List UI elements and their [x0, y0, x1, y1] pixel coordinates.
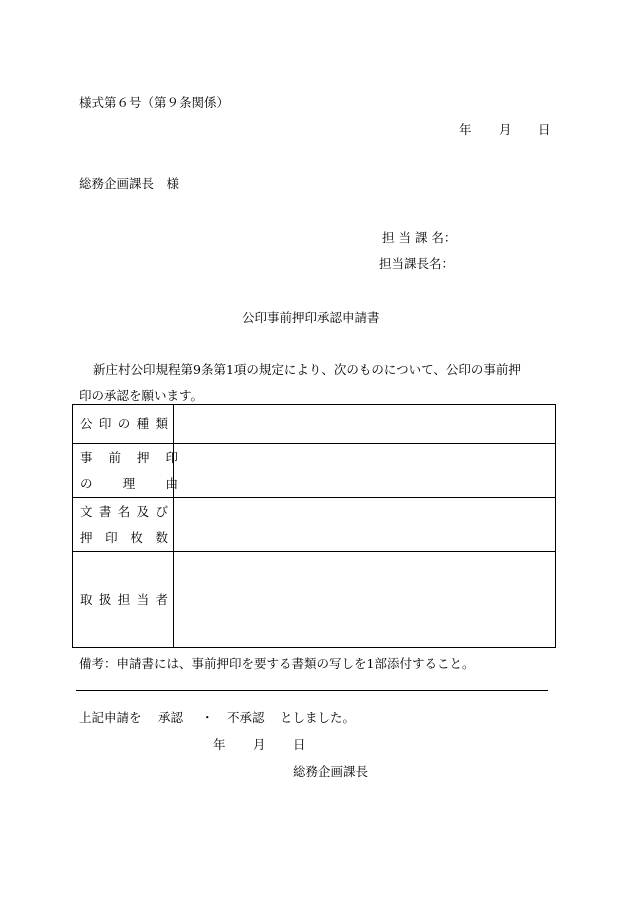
divider	[76, 690, 548, 691]
date-year: 年	[459, 122, 472, 137]
date-day: 日	[538, 122, 551, 137]
approval-reject: 不承認	[227, 710, 265, 725]
form-number: 様式第６号（第９条関係）	[79, 95, 230, 110]
approval-approve: 承認	[158, 710, 184, 725]
label-seal-type: 公 印 の 種 類	[73, 405, 174, 444]
section-head-label: 担当課長名：	[379, 256, 455, 271]
approval-date-month: 月	[253, 737, 266, 752]
remarks-note: 備考：申請書には、事前押印を要する書類の写しを1部添付すること。	[79, 656, 475, 671]
table-row	[73, 405, 556, 444]
field-handler[interactable]	[174, 552, 556, 648]
approval-date-year: 年	[213, 737, 226, 752]
approval-suffix: としました。	[280, 710, 356, 725]
document-title: 公印事前押印承認申請書	[242, 310, 380, 325]
application-table	[72, 404, 556, 648]
table-row	[73, 444, 556, 498]
label-document-name: 文 書 名 及 び 押 印 枚 数	[73, 498, 174, 552]
intro-line-2: 印の承認を願います。	[79, 388, 204, 403]
table-row	[73, 498, 556, 552]
intro-line-1: 新庄村公印規程第9条第1項の規定により、次のものについて、公印の事前押	[93, 362, 521, 377]
label-reason: 事 前 押 印 の 理 由	[73, 444, 174, 498]
approval-separator: ・	[201, 710, 214, 725]
approver-title: 総務企画課長	[293, 764, 369, 779]
field-document-name[interactable]	[174, 498, 556, 552]
date-month: 月	[499, 122, 512, 137]
field-seal-type[interactable]	[174, 405, 556, 444]
label-handler: 取 扱 担 当 者	[73, 552, 174, 648]
section-name-label: 担 当 課 名：	[382, 230, 457, 245]
approval-date-day: 日	[293, 737, 306, 752]
field-reason[interactable]	[174, 444, 556, 498]
approval-prefix: 上記申請を	[79, 710, 142, 725]
addressee: 総務企画課長 様	[79, 176, 180, 191]
table-row	[73, 552, 556, 648]
